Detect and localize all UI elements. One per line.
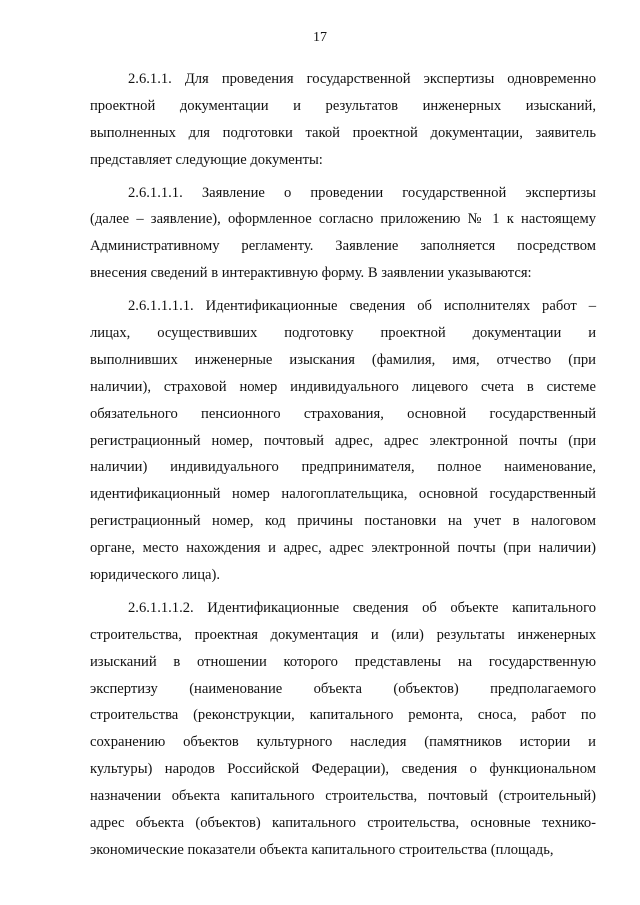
text-line: строительства (реконструкции, капитального ремонта, сноса, работ по — [90, 707, 596, 724]
paragraph-2-6-1-1-1-2 — [90, 595, 596, 864]
text-line: регистрационный номер, почтовый адрес, адрес электронной почты (при — [90, 432, 596, 449]
text-line: 2.6.1.1.1. Заявление о проведении государственной экспертизы — [128, 184, 596, 201]
text-line: обязательного пенсионного страхования, основной государственный — [90, 405, 596, 422]
text-line: юридического лица). — [90, 567, 221, 584]
text-line: регистрационный номер, код причины постановки на учет в налоговом — [90, 513, 596, 530]
text-line: 2.6.1.1.1.2. Идентификационные сведения об объекте капитального — [128, 599, 596, 616]
text-line: представляет следующие документы: — [90, 151, 323, 168]
document-body — [90, 66, 596, 870]
paragraph-2-6-1-1 — [90, 66, 596, 174]
text-line: наличии), страховой номер индивидуального лицевого счета в системе — [90, 378, 596, 395]
text-line: Административному регламенту. Заявление заполняется посредством — [90, 238, 596, 255]
text-line: органе, место нахождения и адрес, адрес электронной почты (при наличии) — [90, 540, 596, 557]
text-line: сохранению объектов культурного наследия (памятников истории и — [90, 734, 596, 751]
text-line: адрес объекта (объектов) капитального строительства, основные технико- — [90, 815, 596, 832]
text-line: внесения сведений в интерактивную форму. В заявлении указываются: — [90, 265, 532, 282]
text-line: назначении объекта капитального строительства, почтовый (строительный) — [90, 788, 596, 805]
text-line: 2.6.1.1.1.1. Идентификационные сведения об исполнителях работ – — [128, 298, 596, 315]
text-line: экспертизу (наименование объекта (объектов) предполагаемого — [90, 680, 596, 697]
text-line: выполнивших инженерные изыскания (фамилия, имя, отчество (при — [90, 351, 596, 368]
text-line: лицах, осуществивших подготовку проектной документации и — [90, 325, 596, 342]
paragraph-2-6-1-1-1-1 — [90, 293, 596, 589]
paragraph-2-6-1-1-1 — [90, 180, 596, 288]
text-line: проектной документации и результатов инженерных изысканий, — [90, 97, 596, 114]
text-line: 2.6.1.1. Для проведения государственной экспертизы одновременно — [128, 71, 596, 87]
text-line: культуры) народов Российской Федерации), сведения о функциональном — [90, 761, 596, 778]
text-line: наличии) индивидуального предпринимателя, полное наименование, — [90, 459, 596, 476]
text-line: экономические показатели объекта капитального строительства (площадь, — [90, 841, 554, 858]
text-line: (далее – заявление), оформленное согласно приложению № 1 к настоящему — [90, 211, 596, 228]
text-line: идентификационный номер налогоплательщика, основной государственный — [90, 486, 596, 503]
page-number: 17 — [313, 30, 327, 45]
text-line: изысканий в отношении которого представлены на государственную — [90, 653, 596, 670]
text-line: выполненных для подготовки такой проектной документации, заявитель — [90, 124, 596, 141]
text-line: строительства, проектная документация и (или) результаты инженерных — [90, 626, 596, 643]
